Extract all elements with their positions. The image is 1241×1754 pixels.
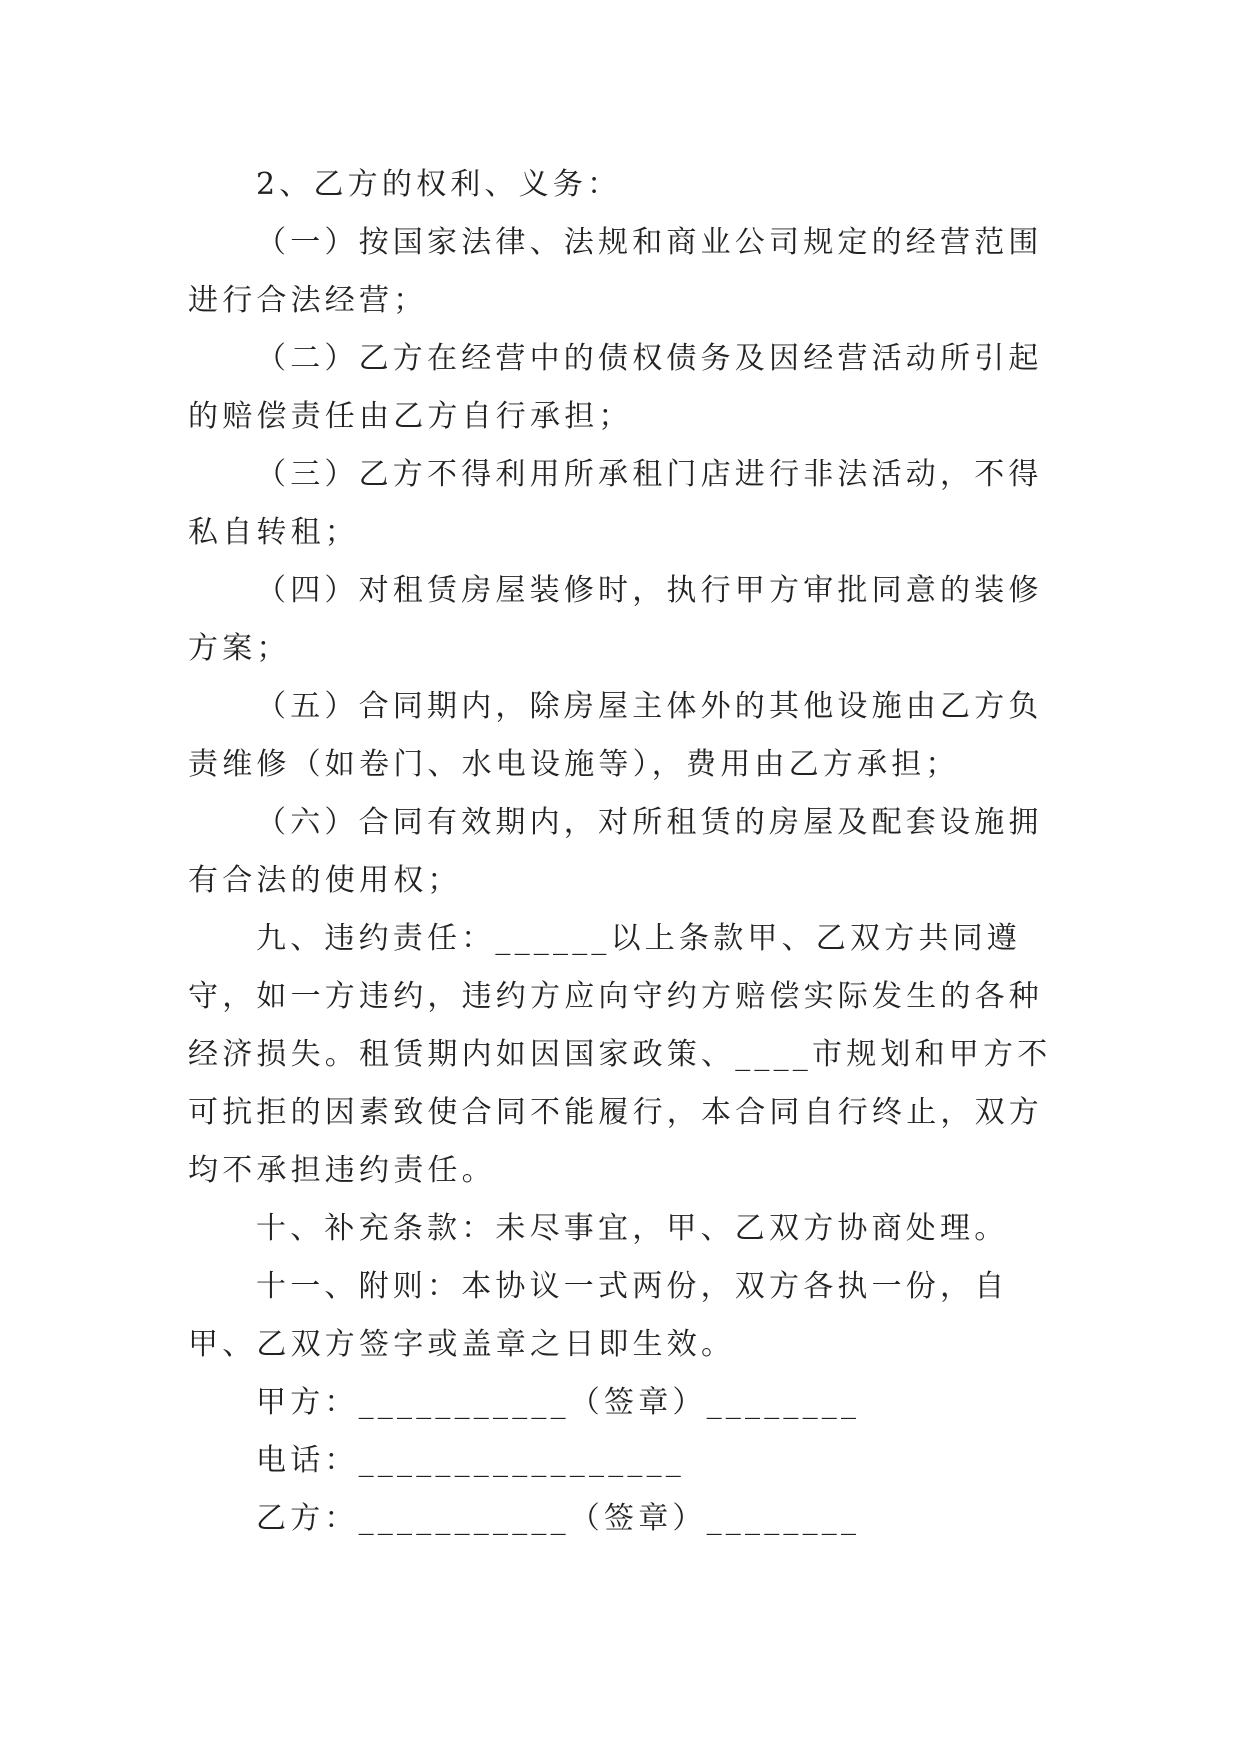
signature-party-a: 甲方：___________（签章）________ (256, 1385, 861, 1420)
clause-item-2: （二）乙方在经营中的债权债务及因经营活动所引起的赔偿责任由乙方自行承担； (188, 341, 1043, 434)
clause-supplementary: 十、补充条款：未尽事宜，甲、乙双方协商处理。 (256, 1211, 1009, 1246)
clause-item-1: （一）按国家法律、法规和商业公司规定的经营范围进行合法经营； (188, 225, 1043, 318)
clause-appendix: 十一、附则：本协议一式两份，双方各执一份，自甲、乙双方签字或盖章之日即生效。 (188, 1269, 1009, 1362)
signature-phone: 电话：_________________ (256, 1443, 685, 1478)
clause-heading-party-b-rights: 2、乙方的权利、义务： (256, 167, 622, 202)
clause-item-4: （四）对租赁房屋装修时，执行甲方审批同意的装修方案； (188, 573, 1043, 666)
document-body (188, 156, 1058, 1548)
signature-party-b: 乙方：___________（签章）________ (256, 1501, 861, 1536)
clause-item-5: （五）合同期内，除房屋主体外的其他设施由乙方负责维修（如卷门、水电设施等），费用由乙方承担； (188, 689, 1043, 782)
clause-item-6: （六）合同有效期内，对所租赁的房屋及配套设施拥有合法的使用权； (188, 805, 1043, 898)
clause-breach-liability: 九、违约责任：______以上条款甲、乙双方共同遵守，如一方违约，违约方应向守约方赔偿实际发生的各种经济损失。租赁期内如因国家政策、____市规划和甲方不可抗拒的因素致使合同不能履行，本合同自行终止，双方均不承担违约责任。 (188, 921, 1052, 1188)
clause-item-3: （三）乙方不得利用所承租门店进行非法活动，不得私自转租； (188, 457, 1043, 550)
